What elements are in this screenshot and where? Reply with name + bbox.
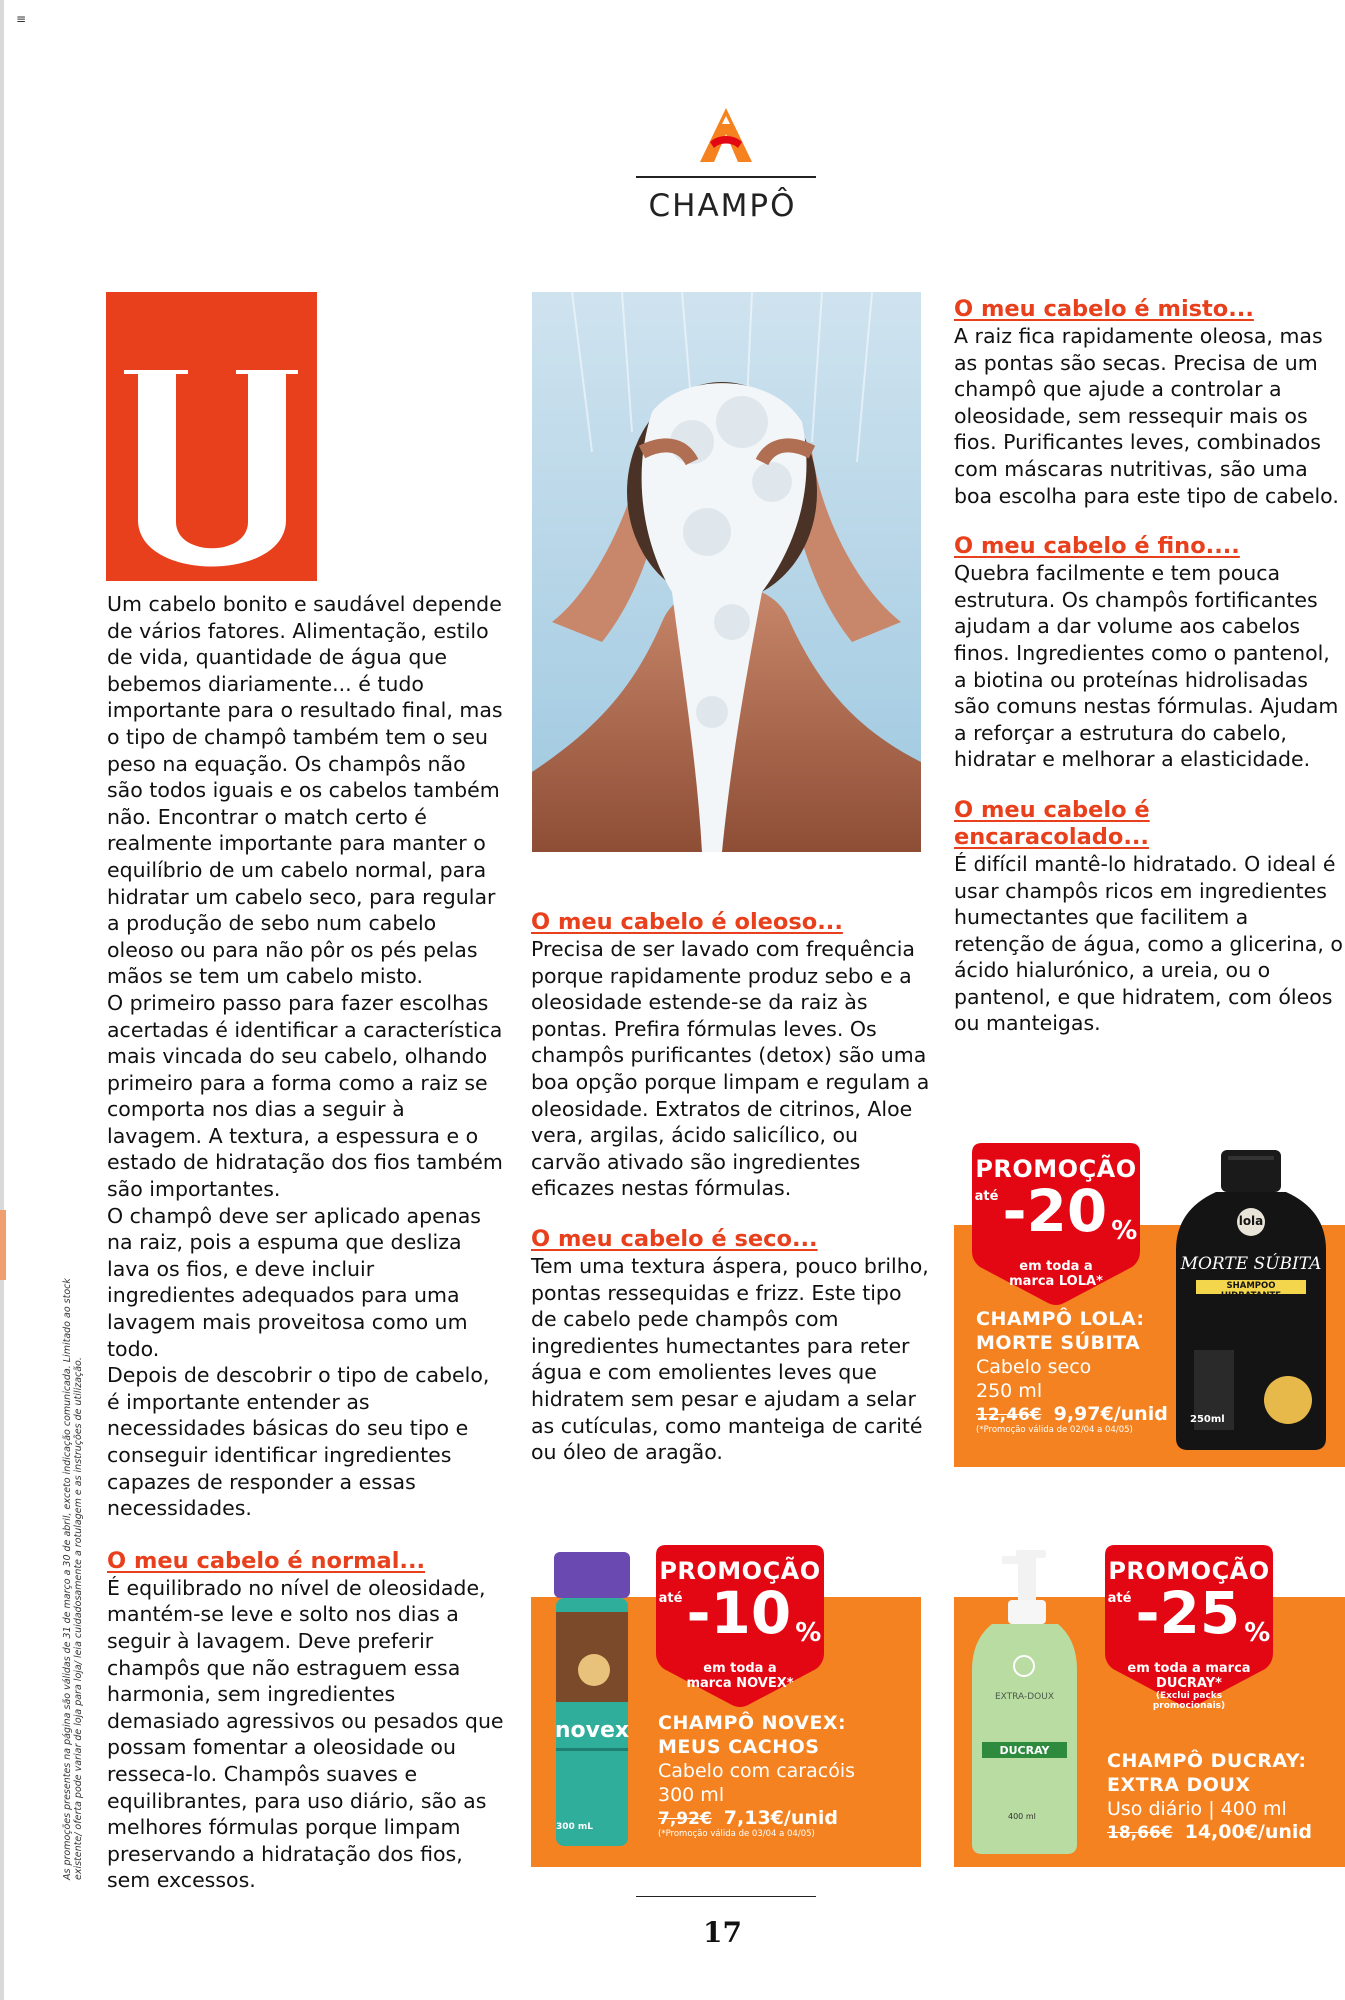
page-edge (0, 0, 4, 2000)
badge-sub: em toda a marca LOLA* (1009, 1259, 1103, 1289)
legal-note: As promoções presentes na página são válidas de 31 de março a 30 de abril, exceto indicação comunicada. Limitado ao stock existente/ oferta pode variar de loja para loja/ leia cuidadosamente a rotulagem e as instruções de utilização. (62, 1278, 84, 1880)
auchan-logo-icon (696, 104, 756, 164)
badge-ate: até (1107, 1591, 1132, 1606)
section-title: O meu cabelo é fino.... (954, 533, 1240, 560)
hair-washing-photo (532, 292, 921, 852)
menu-icon[interactable]: ≡ (16, 12, 27, 26)
section-title: O meu cabelo é seco... (531, 1225, 818, 1252)
header-rule (636, 176, 816, 178)
section-misto (954, 296, 1344, 509)
section-title: O meu cabelo é misto... (954, 296, 1254, 322)
bottle-size: 400 ml (1008, 1812, 1036, 1821)
bottle-label: SHAMPOO HIDRATANTE (1220, 1281, 1282, 1301)
ducray-bottle-image (972, 1550, 1077, 1854)
right-column (954, 296, 1344, 1061)
bottle-brand: DUCRAY (999, 1744, 1050, 1757)
section-fino (954, 533, 1344, 773)
bottle-size: 300 mL (556, 1822, 594, 1832)
section-text: A raiz fica rapidamente oleosa, mas as pontas são secas. Precisa de um champô que ajude a controlar a oleosidade, sem ressequir mais os fios. Purificantes leves, combinados com máscaras nutritivas, são uma boa escolha para este tipo de cabelo. (954, 324, 1339, 508)
section-title: O meu cabelo é normal... (107, 1547, 426, 1574)
bottle-line: EXTRA-DOUX (994, 1692, 1055, 1702)
badge-percent-sign: % (795, 1618, 822, 1648)
intro-paragraph: Depois de descobrir o tipo de cabelo, é importante entender as necessidades básicas do seu tipo e conseguir identificar ingredientes capazes de responder a essas necessidades. (107, 1363, 490, 1521)
bottle-brand: novex (554, 1718, 630, 1743)
badge-ate: até (658, 1591, 683, 1606)
badge-sub: em toda a marca DUCRAY* (1127, 1661, 1251, 1691)
badge-percent: -10 (686, 1579, 792, 1647)
bottle-size: 250ml (1190, 1414, 1225, 1425)
badge-percent-sign: % (1111, 1216, 1138, 1246)
badge-percent: -20 (1002, 1177, 1108, 1245)
badge-title: PROMOÇÃO (975, 1155, 1137, 1183)
product-size: 250 ml (976, 1380, 1043, 1402)
old-price: 7,92€ (658, 1809, 712, 1829)
new-price: 14,00€/unid (1184, 1821, 1313, 1843)
badge-ate: até (974, 1189, 999, 1204)
bottle-brand: lola (1238, 1214, 1264, 1228)
product-desc: Cabelo com caracóis (658, 1760, 856, 1782)
badge-sub: em toda a marca NOVEX* (686, 1661, 794, 1691)
badge-title: PROMOÇÃO (1108, 1557, 1270, 1585)
page-edge-accent (0, 1210, 6, 1280)
novex-bottle-image (550, 1552, 634, 1852)
badge-percent: -25 (1135, 1579, 1241, 1647)
new-price: 7,13€/unid (723, 1807, 838, 1829)
intro-paragraph: O champô deve ser aplicado apenas na raiz, pois a espuma que desliza lava os fios, e deve incluir ingredientes adequados para uma lavagem mais proveitosa como um todo. (107, 1203, 481, 1361)
promo-badge-ducray (1105, 1545, 1273, 1711)
section-text: Quebra facilmente e tem pouca estrutura. Os champôs fortificantes ajudam a dar volume aos cabelos finos. Ingredientes como o pantenol, a biotina ou proteínas hidrolisadas são comuns nestas fórmulas. Ajudam a reforçar a estrutura do cabelo, hidratar e melhorar a elasticidade. (954, 561, 1339, 772)
promo-lola-info (976, 1307, 1171, 1435)
section-encaracolado (954, 797, 1344, 1037)
page-title: CHAMPÔ (648, 188, 797, 224)
promo-note: (*Promoção válida de 02/04 a 04/05) (976, 1425, 1133, 1435)
promo-ducray-info (1107, 1749, 1339, 1843)
badge-title: PROMOÇÃO (659, 1557, 821, 1585)
promo-badge-novex (656, 1545, 824, 1707)
old-price: 18,66€ (1107, 1823, 1173, 1843)
lola-bottle-image (1176, 1150, 1326, 1450)
section-text: Precisa de ser lavado com frequência porque rapidamente produz sebo e a oleosidade estende-se da raiz às pontas. Prefira fórmulas leves. Os champôs purificantes (detox) são uma boa opção porque limpam e regulam a oleosidade. Extratos de citrinos, Aloe vera, argilas, ácido salicílico, ou carvão ativado são ingredientes eficazes nestas fórmulas. (531, 937, 930, 1201)
intro-paragraph: O primeiro passo para fazer escolhas acertadas é identificar a característica mais vincada do seu cabelo, olhando primeiro para a forma como a raiz se comporta nos dias a seguir à lavagem. A textura, a espessura e o estado de hidratação dos fios também são importantes. (107, 990, 503, 1202)
old-price: 12,46€ (976, 1405, 1042, 1425)
intro-paragraph: Um cabelo bonito e saudável depende de vários fatores. Alimentação, estilo de vida, quantidade de água que bebemos diariamente... é tudo importante para o resultado final, mas o tipo de champô também tem o seu peso na equação. Os champôs não são todos iguais e os cabelos também não. Encontrar o match certo é realmente importante para manter o equilíbrio de um cabelo normal, para hidratar um cabelo seco, para regular a produção de sebo num cabelo oleoso ou para não pôr os pés pelas mãos se tem um cabelo misto. (107, 592, 503, 989)
product-name: CHAMPÔ DUCRAY: EXTRA DOUX (1107, 1750, 1307, 1796)
footer-rule (636, 1896, 816, 1897)
page-number: 17 (703, 1916, 742, 1949)
product-desc: Cabelo seco (976, 1356, 1092, 1378)
section-title: O meu cabelo é encaracolado... (954, 796, 1150, 850)
section-text: É difícil mantê-lo hidratado. O ideal é usar champôs ricos em ingredientes humectantes que facilitem a retenção de água, como a glicerina, o ácido hialurónico, a ureia, ou o pantenol, e que hidratem, com óleos ou manteigas. (954, 851, 1343, 1036)
section-seco (531, 1226, 931, 1466)
section-normal (107, 1548, 504, 1894)
intro-column (107, 591, 504, 1894)
promo-novex-info (658, 1711, 908, 1839)
promo-note: (*Promoção válida de 03/04 a 04/05) (658, 1829, 815, 1839)
dropcap-block (106, 292, 317, 581)
section-text: É equilibrado no nível de oleosidade, mantém-se leve e solto nos dias a seguir à lavagem. Deve preferir champôs que não estraguem essa harmonia, sem ingredientes demasiado agressivos ou pesados que possam fomentar a oleosidade ou resseca-lo. Champôs suaves e equilibrantes, para uso diário, são as melhores fórmulas porque limpam preservando a hidratação dos fios, sem excessos. (107, 1575, 504, 1893)
badge-percent-sign: % (1244, 1618, 1271, 1648)
product-name: CHAMPÔ LOLA: MORTE SÚBITA (976, 1308, 1145, 1354)
section-text: Tem uma textura áspera, pouco brilho, pontas ressequidas e frizz. Este tipo de cabelo pede champôs com ingredientes humectantes para reter água e com emolientes leves que hidratem sem pesar e ajudam a selar as cutículas, como manteiga de carité ou óleo de aragão. (531, 1253, 929, 1465)
new-price: 9,97€/unid (1053, 1403, 1168, 1425)
section-oleoso (531, 909, 931, 1202)
product-size: 300 ml (658, 1784, 725, 1806)
product-name: CHAMPÔ NOVEX: MEUS CACHOS (658, 1712, 847, 1758)
product-desc: Uso diário | 400 ml (1107, 1798, 1287, 1820)
middle-column (531, 909, 931, 1490)
bottle-line: MORTE SÚBITA (1180, 1254, 1322, 1274)
promo-badge-lola (972, 1143, 1140, 1305)
badge-sub-note: (Exclui packs promocionais) (1152, 1691, 1226, 1711)
section-title: O meu cabelo é oleoso... (531, 909, 843, 935)
